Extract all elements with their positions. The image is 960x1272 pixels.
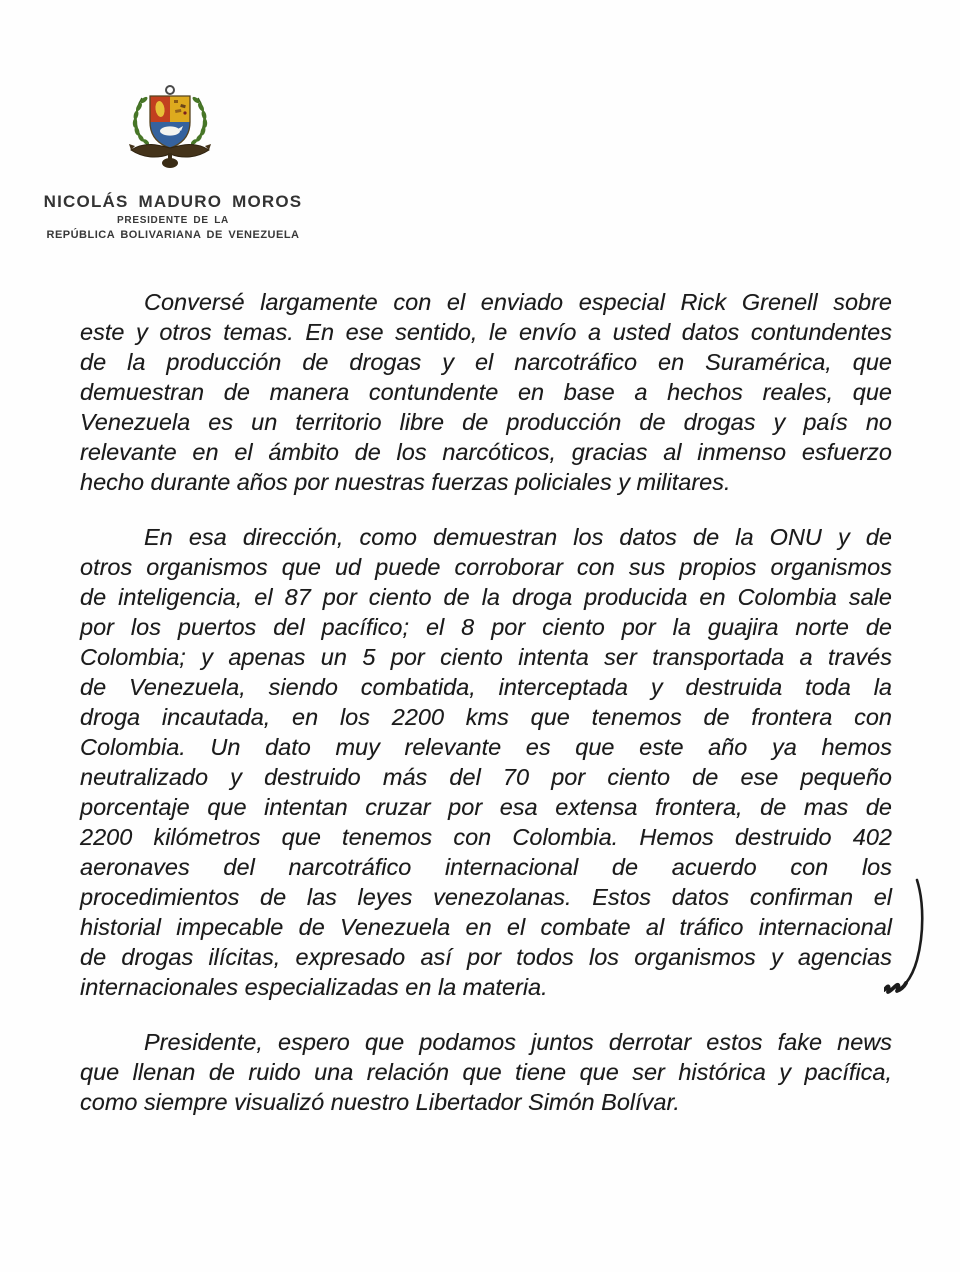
- letter-line: 2200 kilómetros que tenemos con Colombia. Hemos destruido 402: [80, 824, 892, 850]
- paragraph: [80, 287, 892, 497]
- coat-of-arms-svg: [127, 84, 211, 172]
- letter-line: como siempre visualizó nuestro Libertador Simón Bolívar.: [80, 1089, 680, 1115]
- letter-line: de inteligencia, el 87 por ciento de la droga producida en Colombia sale: [80, 584, 892, 610]
- letter-line: de drogas ilícitas, expresado así por todos los organismos y agencias: [80, 944, 892, 970]
- letter-line: Colombia; y apenas un 5 por ciento intenta ser transportada a través: [80, 644, 892, 670]
- letter-line: que llenan de ruido una relación que tiene que ser histórica y pacífica,: [80, 1059, 892, 1085]
- paragraph: [80, 522, 892, 1002]
- letterhead-title-line1: PRESIDENTE DE LA: [117, 215, 229, 226]
- letter-line: hecho durante años por nuestras fuerzas policiales y militares.: [80, 469, 731, 495]
- letter-line: relevante en el ámbito de los narcóticos, gracias al inmenso esfuerzo: [80, 439, 892, 465]
- letter-line: neutralizado y destruido más del 70 por ciento de ese pequeño: [80, 764, 892, 790]
- letter-line: este y otros temas. En ese sentido, le envío a usted datos contundentes: [80, 319, 892, 345]
- letter-line: aeronaves del narcotráfico internacional de acuerdo con los: [80, 854, 892, 880]
- letter-line: En esa dirección, como demuestran los datos de la ONU y de: [144, 524, 892, 550]
- letter-line: Colombia. Un dato muy relevante es que este año ya hemos: [80, 734, 892, 760]
- letter-line: por los puertos del pacífico; el 8 por ciento por la guajira norte de: [80, 614, 892, 640]
- letter-line: otros organismos que ud puede corroborar con sus propios organismos: [80, 554, 892, 580]
- letterhead: [0, 192, 346, 241]
- letter-line: internacionales especializadas en la materia.: [80, 974, 548, 1000]
- letterhead-name: NICOLÁS MADURO MOROS: [43, 192, 303, 211]
- letter-line: Presidente, espero que podamos juntos derrotar estos fake news: [144, 1029, 892, 1055]
- handwritten-pen-squiggle-icon: [884, 876, 932, 1012]
- letter-line: de la producción de drogas y el narcotráfico en Suramérica, que: [80, 349, 892, 375]
- letter-line: historial impecable de Venezuela en el combate al tráfico internacional: [80, 914, 892, 940]
- letter-body: [80, 287, 892, 1117]
- letter-line: droga incautada, en los 2200 kms que tenemos de frontera con: [80, 704, 892, 730]
- letter-line: procedimientos de las leyes venezolanas. Estos datos confirman el: [80, 884, 892, 910]
- letter-line: de Venezuela, siendo combatida, interceptada y destruida toda la: [80, 674, 892, 700]
- letter-line: demuestran de manera contundente en base a hechos reales, que: [80, 379, 892, 405]
- letter-line: porcentaje que intentan cruzar por esa extensa frontera, de mas de: [80, 794, 892, 820]
- letter-line: Venezuela es un territorio libre de producción de drogas y país no: [80, 409, 892, 435]
- letter-line: Conversé largamente con el enviado especial Rick Grenell sobre: [144, 289, 892, 315]
- letterhead-title-line2: REPÚBLICA BOLIVARIANA DE VENEZUELA: [46, 229, 300, 241]
- venezuela-coat-of-arms-icon: [127, 84, 211, 172]
- paragraph: [80, 1027, 892, 1117]
